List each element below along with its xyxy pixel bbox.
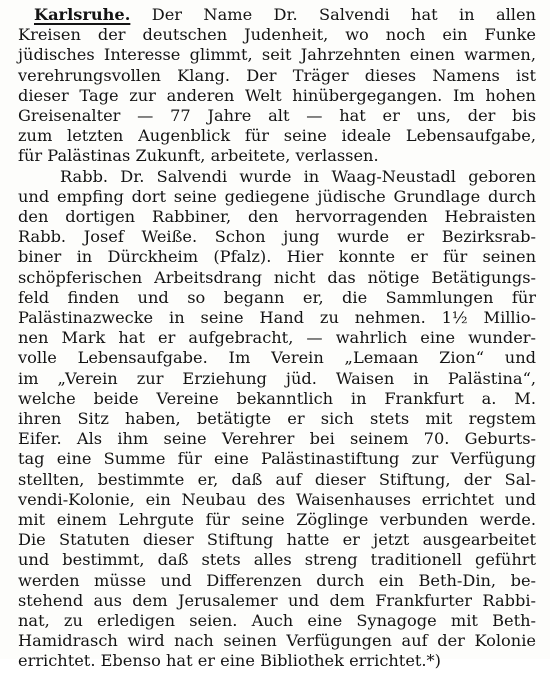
article-first-line [34, 5, 536, 25]
article-line: feld finden und so begann er, die Sammlungen für [18, 287, 536, 307]
article-line: Kreisen der deutschen Judenheit, wo noch ein Funke [18, 25, 536, 45]
article-line: werden müsse und Differenzen durch ein Beth-Din, be- [18, 570, 536, 590]
article-line: Die Statuten dieser Stiftung hatte er jetzt ausgearbeitet [18, 530, 536, 550]
article-headword: Karlsruhe. [34, 5, 131, 24]
article-line: im „Verein zur Erziehung jüd. Waisen in Palästina“, [18, 368, 536, 388]
cut-off-top-line [0, 0, 550, 2]
article-line: jüdisches Interesse glimmt, seit Jahrzehnten einen warmen, [18, 45, 536, 65]
article-line: und bestimmt, daß stets alles streng traditionell geführt [18, 550, 536, 570]
article-line: und empfing dort seine gediegene jüdische Grundlage durch [18, 186, 536, 206]
article-line: Eifer. Als ihm seine Verehrer bei seinem 70. Geburts- [18, 429, 536, 449]
article-line: tag eine Summe für eine Palästinastiftung zur Verfügung [18, 449, 536, 469]
article-line: zum letzten Augenblick für seine ideale Lebensaufgabe, [18, 126, 536, 146]
article-line: nat, zu erledigen seien. Auch eine Synagoge mit Beth- [18, 611, 536, 630]
article-line: Hamidrasch wird nach seinen Verfügungen auf der Kolonie [18, 631, 536, 651]
article-line: Rabb. Dr. Salvendi wurde in Waag-Neustadl geboren [60, 166, 536, 186]
article-first-line-text: Der Name Dr. Salvendi hat in allen [151, 5, 536, 24]
article-line: schöpferischen Arbeitsdrang nicht das nötige Betätigungs- [18, 267, 536, 287]
article-line: Rabb. Josef Weiße. Schon jung wurde er Bezirksrab- [18, 227, 536, 247]
article-line: biner in Dürckheim (Pfalz). Hier konnte er für seinen [18, 247, 536, 267]
article-line: volle Lebensaufgabe. Im Verein „Lemaan Zion“ und [18, 348, 536, 368]
article-line: für Palästinas Zukunft, arbeitete, verlassen. [18, 146, 379, 166]
article-line: welche beide Vereine bekanntlich in Frankfurt a. M. [18, 388, 536, 408]
article-line: stellten, bestimmte er, daß auf dieser Stiftung, der Sal- [18, 469, 536, 489]
article-line: den dortigen Rabbiner, den hervorragenden Hebraisten [18, 207, 536, 226]
article-line: mit einem Lehrgute für seine Zöglinge verbunden werde. [18, 510, 536, 529]
article-line: ihren Sitz haben, betätigte er sich stets mit regstem [18, 409, 536, 428]
article-line: vendi-Kolonie, ein Neubau des Waisenhauses errichtet und [18, 489, 536, 509]
article-line: Greisenalter — 77 Jahre alt — hat er uns, der bis [18, 106, 536, 125]
article-line: nen Mark hat er aufgebracht, — wahrlich eine wunder- [18, 328, 536, 348]
article-line: verehrungsvollen Klang. Der Träger dieses Namens ist [18, 65, 536, 85]
article-line: errichtet. Ebenso hat er eine Bibliothek errichtet.*) [18, 651, 441, 671]
article-line: stehend aus dem Jerusalemer und dem Frankfurter Rabbi- [18, 590, 536, 610]
article-line: dieser Tage zur anderen Welt hinübergegangen. Im hohen [18, 85, 536, 105]
cut-off-bottom-line [0, 657, 550, 665]
article-line: Palästinazwecke in seine Hand zu nehmen. 1½ Millio- [18, 308, 536, 327]
